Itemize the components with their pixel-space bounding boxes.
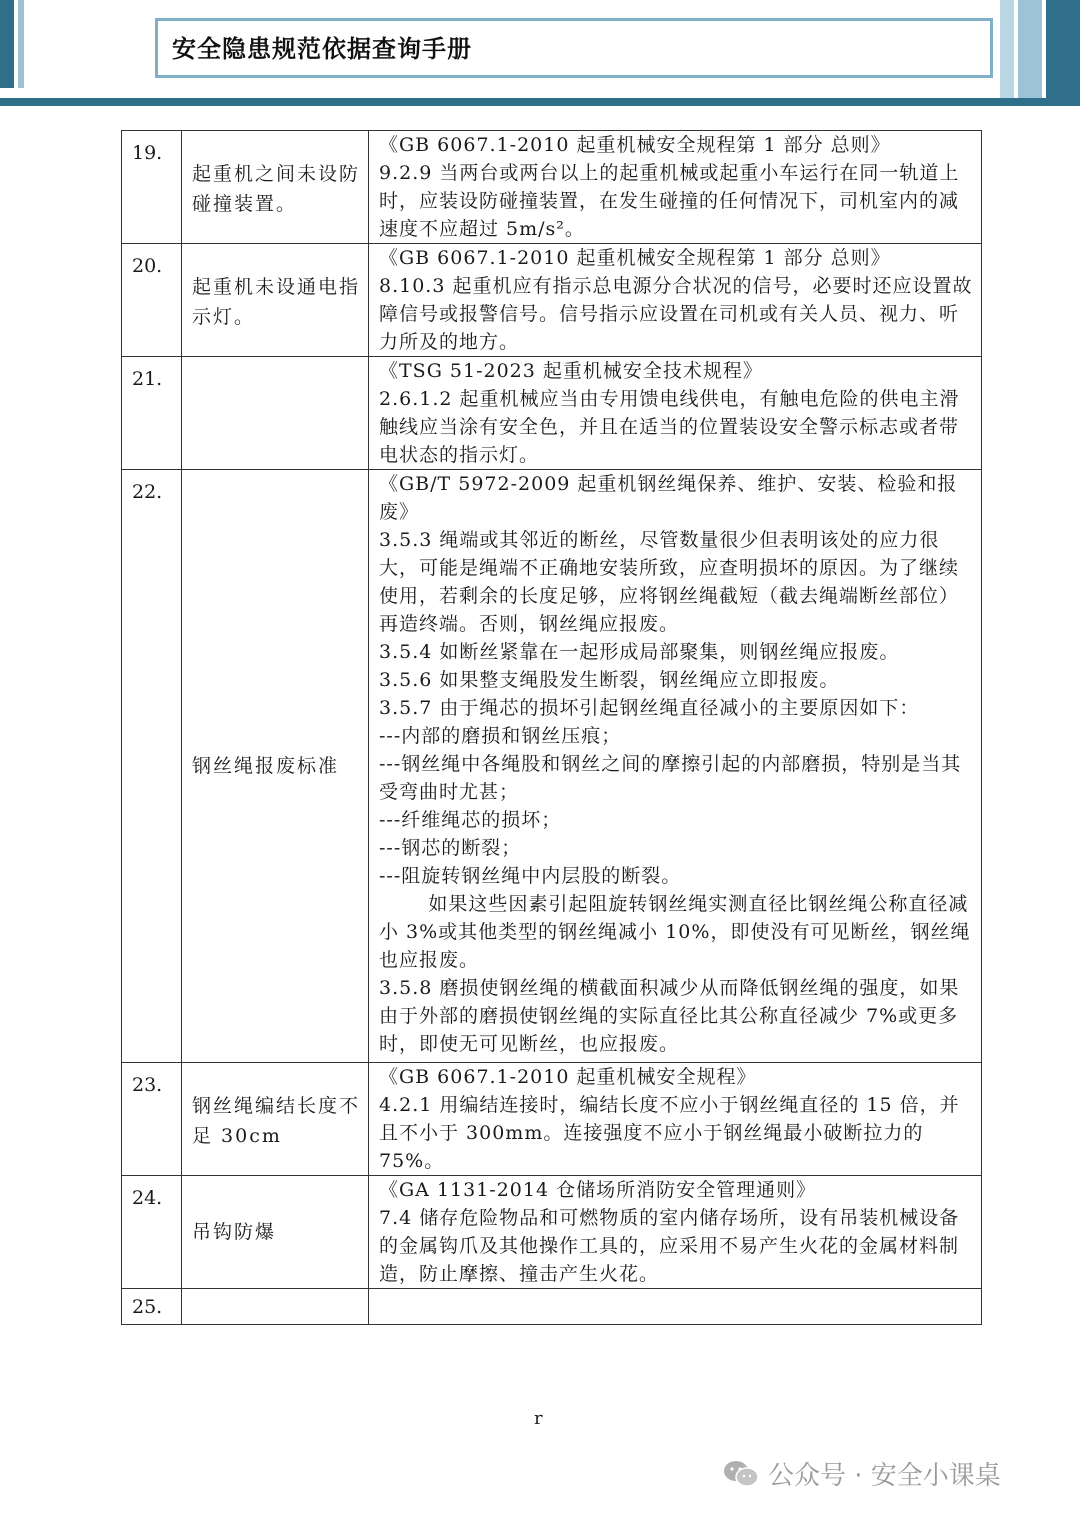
- hazard-item-empty: [182, 1289, 369, 1325]
- basis-line: 7.4 储存危险物品和可燃物质的室内储存场所，设有吊装机械设备的金属钩爪及其他操作工具的，应采用不易产生火花的金属材料制造，防止摩擦、撞击产生火花。: [379, 1207, 960, 1285]
- basis-line: 3.5.8 磨损使钢丝绳的横截面积减少从而降低钢丝绳的强度，如果由于外部的磨损使钢丝绳的实际直径比其公称直径减少 7%或更多时，即使无可见断丝，也应报废。: [379, 977, 960, 1055]
- basis-line: ---纤维绳芯的损坏；: [379, 809, 562, 831]
- watermark: [722, 1455, 1001, 1492]
- row-number: 23.: [132, 1074, 163, 1096]
- header-left-bar: [0, 0, 14, 88]
- table-row: [122, 131, 982, 244]
- header-title-box: [155, 18, 993, 78]
- header-right-stripe-mid: [1018, 0, 1042, 104]
- header-right-stripe-light: [1000, 0, 1014, 104]
- row-number: 24.: [132, 1187, 163, 1209]
- basis-line: 3.5.4 如断丝紧靠在一起形成局部聚集，则钢丝绳应报废。: [379, 641, 900, 663]
- basis-line: 3.5.6 如果整支绳股发生断裂，钢丝绳应立即报废。: [379, 669, 840, 691]
- basis-line: ---阻旋转钢丝绳中内层股的断裂。: [379, 865, 682, 887]
- basis-line: 3.5.7 由于绳芯的损坏引起钢丝绳直径减小的主要原因如下：: [379, 697, 920, 719]
- hazard-item: 钢丝绳编结长度不足 30cm: [192, 1095, 361, 1147]
- basis-line: 《GB/T 5972-2009 起重机钢丝绳保养、维护、安装、检验和报废》: [379, 473, 958, 523]
- table-row: [122, 357, 982, 470]
- row-number: 20.: [132, 255, 163, 277]
- table-row: [122, 1063, 982, 1176]
- basis-line: 《GB 6067.1-2010 起重机械安全规程》: [379, 1066, 757, 1088]
- hazard-item: 起重机之间未设防碰撞装置。: [192, 163, 361, 215]
- row-number: 22.: [132, 481, 163, 503]
- basis-line: ---钢芯的断裂；: [379, 837, 522, 859]
- basis-line: 《TSG 51-2023 起重机械安全技术规程》: [379, 360, 763, 382]
- page-number: r: [534, 1408, 543, 1429]
- hazard-item: 吊钩防爆: [192, 1221, 277, 1243]
- basis-line: 2.6.1.2 起重机械应当由专用馈电线供电，有触电危险的供电主滑触线应当涂有安全色，并且在适当的位置装设安全警示标志或者带电状态的指示灯。: [379, 388, 960, 466]
- row-number: 19.: [132, 142, 163, 164]
- basis-line: ---内部的磨损和钢丝压痕；: [379, 725, 622, 747]
- basis-line: 《GA 1131-2014 仓储场所消防安全管理通则》: [379, 1179, 817, 1201]
- watermark-text: 公众号 · 安全小课桌: [768, 1461, 1001, 1491]
- basis-line: ---钢丝绳中各绳股和钢丝之间的摩擦引起的内部磨损，特别是当其受弯曲时尤甚；: [379, 753, 962, 803]
- basis-line: 《GB 6067.1-2010 起重机械安全规程第 1 部分 总则》: [379, 247, 891, 269]
- basis-line: 9.2.9 当两台或两台以上的起重机械或起重小车运行在同一轨道上时，应装设防碰撞装置，在发生碰撞的任何情况下，司机室内的减速度不应超过 5m/s²。: [379, 162, 960, 240]
- basis-line: 3.5.3 绳端或其邻近的断丝，尽管数量很少但表明该处的应力很大，可能是绳端不正确地安装所致，应查明损坏的原因。为了继续使用，若剩余的长度足够，应将钢丝绳截短（截去绳端断丝部位）再造终端。否则，钢丝绳应报废。: [379, 529, 960, 635]
- row-number: 21.: [132, 368, 163, 390]
- row-number: 25.: [132, 1296, 163, 1318]
- basis-line: 4.2.1 用编结连接时，编结长度不应小于钢丝绳直径的 15 倍，并且不小于 300mm。连接强度不应小于钢丝绳最小破断拉力的 75%。: [379, 1094, 960, 1172]
- table-row: [122, 244, 982, 357]
- hazard-item: 起重机未设通电指示灯。: [192, 276, 361, 328]
- basis-line: 如果这些因素引起阻旋转钢丝绳实测直径比钢丝绳公称直径减小 3%或其他类型的钢丝绳减小 10%，即使没有可见断丝，钢丝绳也应报废。: [379, 893, 971, 971]
- table-row: [122, 470, 982, 1063]
- table-row: [122, 1176, 982, 1289]
- table-row: [122, 1289, 982, 1325]
- header-right-stripe-dark: [1046, 0, 1080, 104]
- document-title: 安全隐患规范依据查询手册: [172, 35, 472, 63]
- basis-line: 《GB 6067.1-2010 起重机械安全规程第 1 部分 总则》: [379, 134, 891, 156]
- hazard-item: 钢丝绳报废标准: [192, 755, 340, 777]
- header-bottom-rule: [0, 98, 1080, 106]
- basis-line: 8.10.3 起重机应有指示总电源分合状况的信号，必要时还应设置故障信号或报警信号。信号指示应设置在司机或有关人员、视力、听力所及的地方。: [379, 275, 973, 353]
- basis-empty: [369, 1289, 982, 1325]
- wechat-icon: [722, 1459, 760, 1489]
- regulation-table: [121, 130, 982, 1325]
- header-left-bar-light: [18, 0, 24, 88]
